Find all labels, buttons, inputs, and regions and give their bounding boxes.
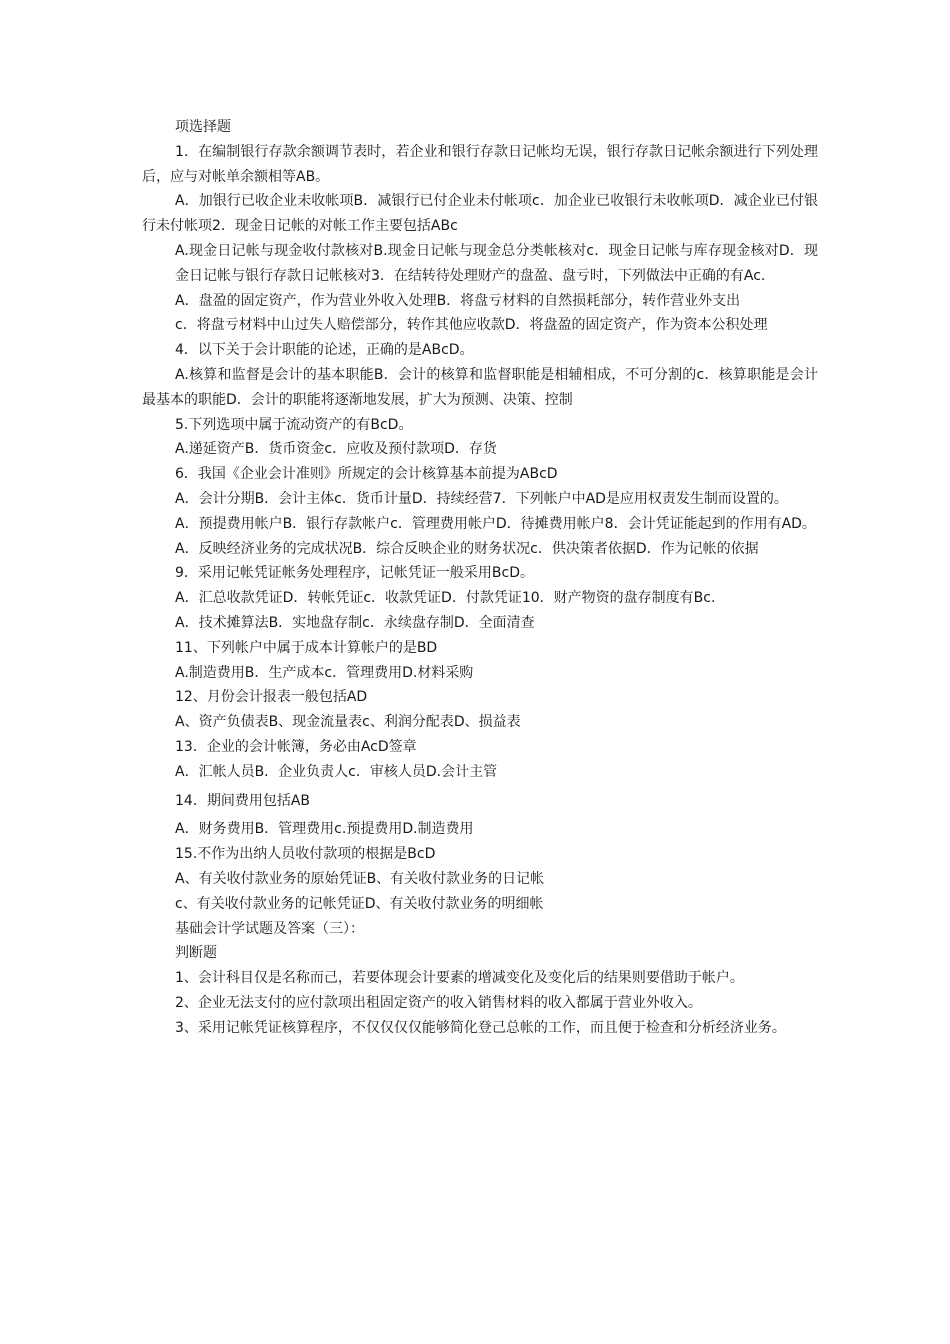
question-4: 4．以下关于会计职能的论述，正确的是ABcD。 (175, 342, 474, 359)
question-11-options: A.制造费用B．生产成本c．管理费用D.材料采购 (175, 664, 474, 681)
true-false-1: 1、会计科目仅是名称而己，若要体现会计要素的增减变化及变化后的结果则要借助于帐户。 (175, 970, 744, 987)
question-8-options: A．反映经济业务的完成状况B．综合反映企业的财务状况c．供决策者依据D．作为记帐的依据 (175, 540, 759, 557)
true-false-2: 2、企业无法支付的应付款项出租固定资产的收入销售材料的收入都属于营业外收入。 (175, 994, 702, 1011)
question-11: 11、下列帐户中属于成本计算帐户的是BD (175, 639, 438, 656)
question-9-options: A．汇总收款凭证D．转帐凭证c．收款凭证D．付款凭证10．财产物资的盘存制度有Bc. (175, 590, 716, 607)
question-12: 12、月份会计报表一般包括AD (175, 689, 368, 706)
question-10-options: A．技术摊算法B．实地盘存制c．永续盘存制D．全面清查 (175, 614, 535, 631)
question-6: 6．我国《企业会计准则》所规定的会计核算基本前提为ABcD (175, 466, 558, 483)
question-3-options-ab: A．盘盈的固定资产，作为营业外收入处理B．将盘亏材料的自然损耗部分，转作营业外支出 (175, 292, 741, 309)
question-13-options: A．汇帐人员B．企业负责人c．审核人员D.会计主管 (175, 763, 498, 780)
question-5: 5.下列选项中属于流动资产的有BcD。 (175, 416, 413, 433)
question-1-options: A．加银行已收企业未收帐项B．减银行已付企业未付帐项c．加企业已收银行未收帐项D．减企业已付银行未付帐项2．现金日记帐的对帐工作主要包括ABc (142, 193, 818, 235)
document-body (142, 115, 818, 1040)
question-1: 1．在编制银行存款余额调节表时，若企业和银行存款日记帐均无误，银行存款日记帐余额进行下列处理后，应与对帐单余额相等AB。 (142, 143, 818, 185)
question-12-options: A、资产负债表B、现金流量表c、利润分配表D、损益表 (175, 714, 521, 731)
question-15-options-cd: c、有关收付款业务的记帐凭证D、有关收付款业务的明细帐 (175, 895, 544, 912)
question-14-options: A．财务费用B．管理费用c.预提费用D.制造费用 (175, 821, 474, 838)
question-3-options-cd: c．将盘亏材料中山过失人赔偿部分，转作其他应收款D．将盘盈的固定资产，作为资本公积处理 (175, 317, 768, 334)
question-2-options: A.现金日记帐与现金收付款核对B.现金日记帐与现金总分类帐核对c．现金日记帐与库存现金核对D．现金日记帐与银行存款日记帐核对3．在结转待处理财产的盘盈、盘亏时，下列做法中正确的有Ac. (175, 242, 818, 284)
question-15-options-ab: A、有关收付款业务的原始凭证B、有关收付款业务的日记帐 (175, 870, 545, 887)
question-9: 9．采用记帐凭证帐务处理程序，记帐凭证一般采用BcD。 (175, 565, 534, 582)
true-false-3: 3、采用记帐凭证核算程序，不仅仅仅仅能够简化登己总帐的工作，而且便于检查和分析经济业务。 (175, 1019, 786, 1036)
section-heading-answers-3: 基础会计学试题及答案（三）： (175, 920, 364, 937)
question-6-options: A．会计分期B．会计主体c．货币计量D．持续经营7．下列帐户中AD是应用权责发生制而设置的。 (175, 490, 788, 507)
section-heading-true-false: 判断题 (175, 945, 217, 962)
question-15: 15.不作为出纳人员收付款项的根据是BcD (175, 846, 436, 863)
question-7-options: A．预提费用帐户B．银行存款帐户c．管理费用帐户D．待摊费用帐户8．会计凭证能起到的作用有AD。 (175, 515, 816, 532)
question-13: 13．企业的会计帐簿，务必由AcD签章 (175, 738, 417, 755)
question-5-options: A.递延资产B．货币资金c．应收及预付款项D．存货 (175, 441, 497, 458)
question-4-options: A.核算和监督是会计的基本职能B．会计的核算和监督职能是相辅相成，不可分割的c．核算职能是会计最基本的职能D．会计的职能将逐渐地发展，扩大为预测、决策、控制 (142, 366, 818, 408)
question-14: 14．期间费用包括AB (175, 792, 310, 809)
section-heading-multiple-choice: 项选择题 (175, 119, 231, 135)
